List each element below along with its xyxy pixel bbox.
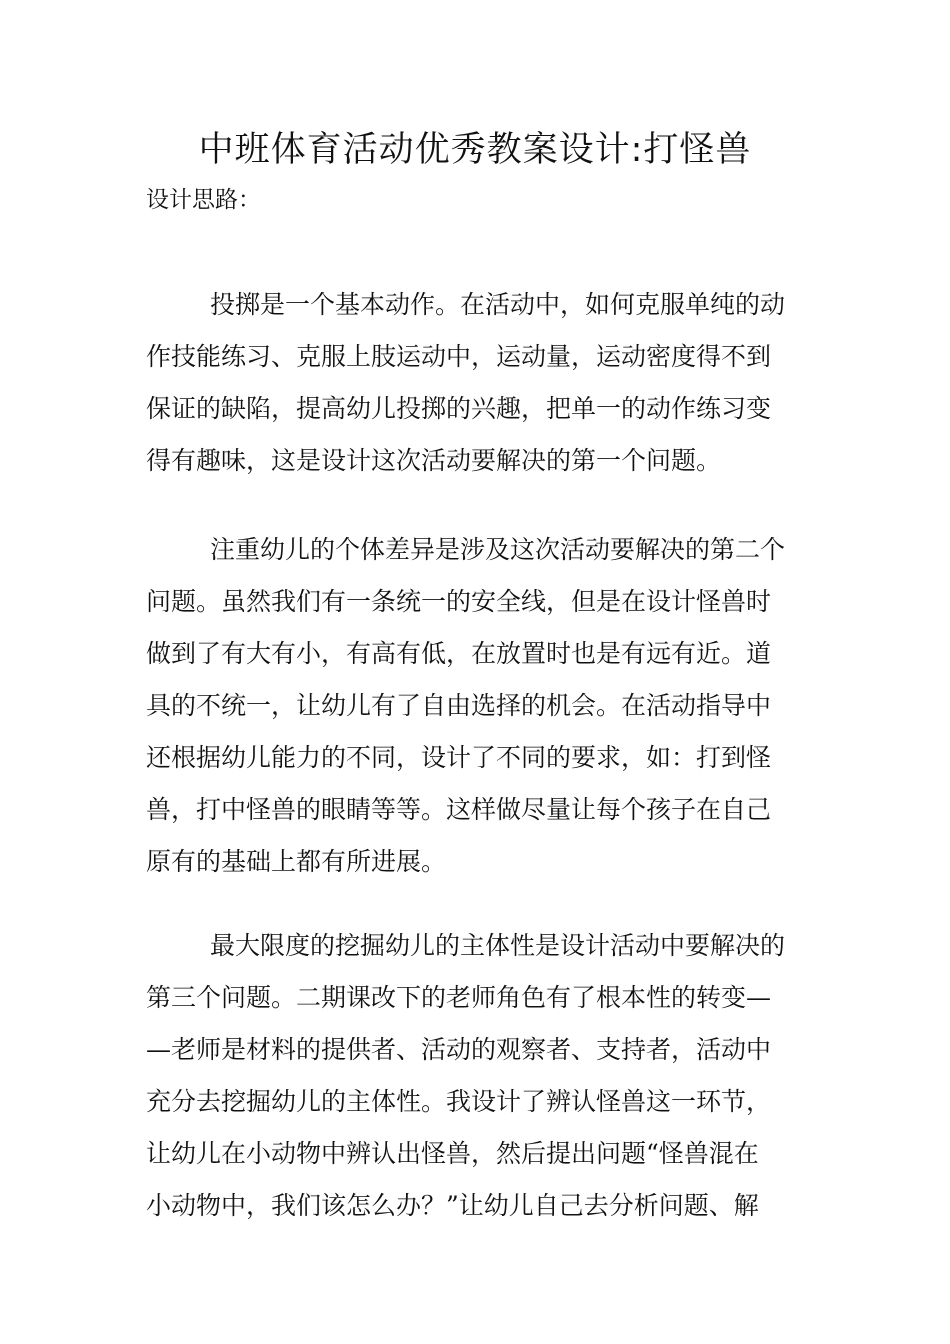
paragraph-line: 作技能练习、克服上肢运动中，运动量，运动密度得不到: [146, 342, 772, 371]
paragraph-line: 兽，打中怪兽的眼睛等等。这样做尽量让每个孩子在自己: [146, 795, 772, 824]
paragraph-line: 保证的缺陷，提高幼儿投掷的兴趣，把单一的动作练习变: [146, 394, 772, 423]
paragraph-line: 还根据幼儿能力的不同，设计了不同的要求，如：打到怪: [146, 743, 772, 772]
paragraph-1: [146, 279, 810, 487]
paragraph-line: 注重幼儿的个体差异是涉及这次活动要解决的第二个: [210, 535, 786, 564]
paragraph-line: 投掷是一个基本动作。在活动中，如何克服单纯的动: [210, 290, 786, 319]
paragraph-line: 得有趣味，这是设计这次活动要解决的第一个问题。: [146, 446, 722, 475]
paragraph-3: [146, 920, 810, 1232]
paragraph-line: 充分去挖掘幼儿的主体性。我设计了辨认怪兽这一环节，: [146, 1087, 772, 1116]
paragraph-line: 具的不统一，让幼儿有了自由选择的机会。在活动指导中: [146, 691, 772, 720]
paragraph-line: —老师是材料的提供者、活动的观察者、支持者，活动中: [146, 1035, 772, 1064]
page-title: 中班体育活动优秀教案设计:打怪兽: [198, 130, 752, 170]
paragraph-line: 小动物中，我们该怎么办？”让幼儿自己去分析问题、解: [146, 1191, 759, 1220]
paragraph-line: 做到了有大有小，有高有低，在放置时也是有远有近。道: [146, 639, 772, 668]
section-heading: 设计思路：: [146, 187, 261, 213]
paragraph-line: 问题。虽然我们有一条统一的安全线，但是在设计怪兽时: [146, 587, 772, 616]
paragraph-line: 原有的基础上都有所进展。: [146, 847, 447, 876]
paragraph-line: 让幼儿在小动物中辨认出怪兽，然后提出问题“怪兽混在: [146, 1139, 759, 1168]
paragraph-line: 最大限度的挖掘幼儿的主体性是设计活动中要解决的: [210, 931, 786, 960]
paragraph-2: [146, 524, 810, 888]
paragraph-line: 第三个问题。二期课改下的老师角色有了根本性的转变—: [146, 983, 772, 1012]
